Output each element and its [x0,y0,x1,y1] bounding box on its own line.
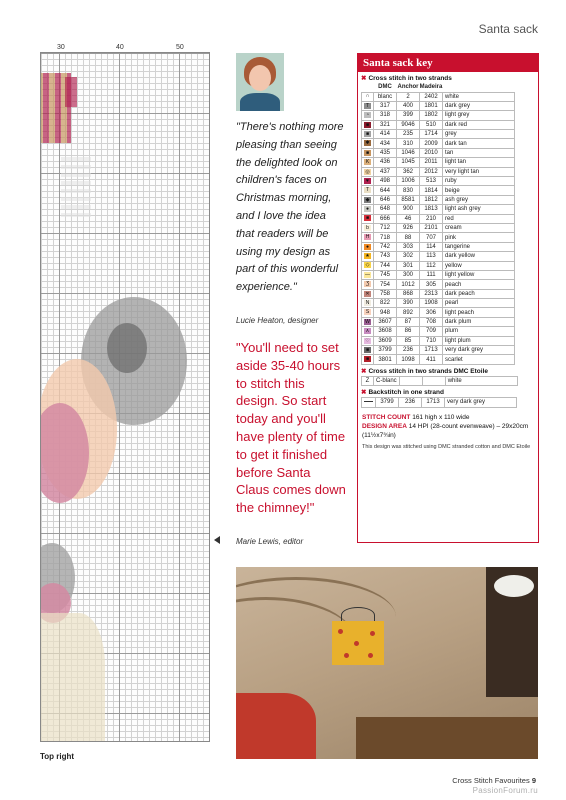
key-title: Santa sack key [358,54,538,72]
key-cell-dmc: 718 [374,233,397,242]
designer-quote: "There's nothing more pleasing than seeing the delighted look on children's faces on Christmas morning, and I love the idea that readers will be using my design as part of this wonderful experience." [236,121,344,294]
key-cell-madeira: 2101 [420,223,443,232]
designer-attribution: Lucie Heaton, designer [236,316,319,325]
key-cell-dmc: 318 [374,111,397,120]
key-cell-anchor: 1045 [397,158,420,167]
key-cell-madeira: 1714 [420,130,443,139]
key-cell-dmc: 644 [374,186,397,195]
key-cell-anchor: 9046 [397,120,420,129]
table-row [362,130,515,139]
key-cell-dmc: 648 [374,205,397,214]
key-cell-madeira: 113 [420,252,443,261]
thread-swatch-icon: ● [365,243,370,250]
key-note: This design was stitched using DMC stranded cotton and DMC Etoile [362,443,531,450]
key-cell-name: ash grey [443,195,515,204]
table-row [362,242,515,251]
key-cell-name: yellow [443,261,515,270]
table-row [362,195,515,204]
thread-swatch-icon: ■ [365,149,370,156]
key-cell-name: tan [443,148,515,157]
thread-swatch-icon: T [365,102,370,109]
thread-swatch-icon: H [365,234,370,241]
key-cell-anchor: 362 [397,167,420,176]
key-cell-dmc: 436 [374,158,397,167]
thread-swatch-icon: ◇ [365,262,370,269]
center-arrow-icon [214,536,220,544]
thread-swatch-icon: K [365,159,370,166]
key-cell-dmc: 743 [374,252,397,261]
table-row [362,327,515,336]
thread-swatch-icon: N [365,300,370,306]
table-row [362,101,515,110]
key-cell-anchor: 86 [397,327,420,336]
key-cell-anchor: 303 [397,242,420,251]
key-cell-anchor: 1098 [397,355,420,364]
thread-swatch-icon: ∩ [365,93,370,100]
thread-swatch-icon: ◎ [365,168,370,175]
key-cell-dmc: 3799 [374,346,397,355]
key-cell-dmc: 3801 [374,355,397,364]
key-cell-name: dark yellow [443,252,515,261]
key-cell-madeira: 2012 [420,167,443,176]
key-cell-dmc: 745 [374,270,397,279]
key-cell-name: tangerine [443,242,515,251]
key-cell-anchor: 1006 [397,177,420,186]
thread-key [357,53,539,543]
key-cell-madeira: 1801 [420,101,443,110]
key-table-etoile [361,376,518,386]
key-cell-anchor: 85 [397,336,420,345]
key-cell-dmc: 3608 [374,327,397,336]
key-cell-name: light tan [443,158,515,167]
key-cell-madeira: 1814 [420,186,443,195]
key-cell-name: pink [443,233,515,242]
key-cell-name: ruby [443,177,515,186]
key-cell-anchor: 2 [397,92,420,101]
thread-swatch-icon: ■ [365,346,370,353]
key-cell-dmc: 758 [374,289,397,298]
key-cell-anchor: 46 [397,214,420,223]
table-row [362,252,515,261]
key-cell-madeira: 210 [420,214,443,223]
key-header-madeira: Madeira [419,84,443,91]
table-row [362,120,515,129]
chart-column-number: 50 [176,44,184,51]
key-cell-name: peach [443,280,515,289]
key-cell-anchor: 236 [397,346,420,355]
key-cell-dmc: 498 [374,177,397,186]
chart-motif-gift [61,153,91,217]
thread-swatch-icon: b [364,225,371,231]
key-section-etoile: ✖ Cross stitch in two strands DMC Etoile [361,367,488,375]
key-cell-name: beige [443,186,515,195]
thread-swatch-icon: ■ [365,121,370,128]
key-cell-name: grey [443,130,515,139]
key-cell-madeira: 2011 [420,158,443,167]
key-cell-name: light plum [443,336,515,345]
key-cell-name: light yellow [443,270,515,279]
key-cell-madeira: 111 [420,270,443,279]
table-row [362,186,515,195]
table-row [362,214,515,223]
key-cell-madeira: 1812 [420,195,443,204]
key-cell-anchor: 926 [397,223,420,232]
key-cell-name: light grey [443,111,515,120]
key-cell-dmc: 321 [374,120,397,129]
key-cell-name: very light tan [443,167,515,176]
key-cell-anchor: 892 [397,308,420,317]
table-row [362,308,515,317]
thread-swatch-icon: ♥ [364,178,371,184]
key-cell-name: plum [443,327,515,336]
table-row [362,317,515,326]
table-row: Z C-blanc white [362,376,518,385]
key-cell-madeira: 707 [420,233,443,242]
thread-swatch-icon: ● [365,206,370,213]
key-cell-madeira: 1908 [420,299,443,308]
thread-swatch-icon: ★ [365,253,370,260]
key-cell-anchor: 399 [397,111,420,120]
key-cell-dmc: 754 [374,280,397,289]
key-cell-name: dark tan [443,139,515,148]
table-row [362,299,515,308]
thread-swatch-icon: — [365,271,370,278]
key-cell-anchor: 302 [397,252,420,261]
table-row: 3799 236 1713 very dark grey [362,398,517,407]
key-cell-madeira: 2402 [420,92,443,101]
key-cell-anchor: 1046 [397,148,420,157]
table-row [362,223,515,232]
key-section-backstitch: ✖ Backstitch in one strand [361,389,444,397]
table-row [362,158,515,167]
thread-swatch-icon: ✕ [365,290,370,297]
key-cell-dmc: 434 [374,139,397,148]
key-cell-anchor: 310 [397,139,420,148]
table-row [362,148,515,157]
key-cell-anchor: 300 [397,270,420,279]
thread-swatch-icon: ■ [365,356,370,363]
key-cell-anchor: 235 [397,130,420,139]
key-cell-anchor: 1012 [397,280,420,289]
key-cell-anchor: 390 [397,299,420,308]
key-cell-anchor: 400 [397,101,420,110]
key-cell-madeira: 2009 [420,139,443,148]
table-row [362,167,515,176]
key-header-anchor: Anchor [397,84,419,91]
key-cell-name: light ash grey [443,205,515,214]
table-row [362,270,515,279]
thread-swatch-icon: Ʒ [365,281,370,288]
key-cell-dmc: 317 [374,101,397,110]
watermark: PassionForum.ru [472,786,538,795]
key-cell-madeira: 1713 [420,346,443,355]
thread-swatch-icon: W [365,318,370,325]
key-cell-madeira: 306 [420,308,443,317]
key-cell-name: red [443,214,515,223]
key-cell-dmc: 646 [374,195,397,204]
key-cell-madeira: 112 [420,261,443,270]
thread-swatch-icon: ◆ [365,196,370,203]
key-cell-madeira: 1802 [420,111,443,120]
stitch-info: STITCH COUNT 161 high x 110 wide DESIGN AREA 14 HPI (28-count evenweave) – 29x20cm (11½x7¾in) [362,413,529,439]
key-cell-anchor: 8581 [397,195,420,204]
thread-swatch-icon: ■ [365,130,370,137]
editor-attribution: Marie Lewis, editor [236,537,304,546]
key-cell-madeira: 510 [420,120,443,129]
thread-swatch-icon: ■ [365,215,370,222]
key-cell-madeira: 1813 [420,205,443,214]
table-row [362,177,515,186]
key-cell-madeira: 2313 [420,289,443,298]
chart-motif-ruby [65,77,77,107]
editor-quote: "You'll need to set aside 35-40 hours to stitch this design. So start today and you'll have plenty of time to get it finished before Santa Claus comes down the chimney!" [236,340,346,516]
key-cell-dmc: 742 [374,242,397,251]
key-cell-name: white [443,92,515,101]
key-cell-dmc: 666 [374,214,397,223]
key-cell-dmc: 3607 [374,317,397,326]
key-cell-madeira: 709 [420,327,443,336]
key-table-backstitch [361,397,517,407]
table-row [362,111,515,120]
table-row [362,346,515,355]
table-row [362,355,515,364]
section-title: Santa sack [478,22,538,36]
table-row [362,261,515,270]
chart-caption: Top right [40,752,75,761]
key-cell-madeira: 513 [420,177,443,186]
backstitch-line-icon [364,401,373,402]
key-cell-name: cream [443,223,515,232]
thread-swatch-icon: T [365,187,370,194]
table-row [362,336,515,345]
key-cell-anchor: 868 [397,289,420,298]
key-cell-name: light peach [443,308,515,317]
table-row [362,92,515,101]
thread-swatch-icon: S [365,309,370,316]
key-cell-dmc: 414 [374,130,397,139]
photo-red-fabric [236,693,316,759]
table-row [362,280,515,289]
designer-portrait [236,53,284,111]
key-cell-dmc: blanc [374,92,397,101]
key-cell-anchor: 88 [397,233,420,242]
chart-column-number: 40 [116,44,124,51]
key-cell-dmc: 437 [374,167,397,176]
key-cell-madeira: 2010 [420,148,443,157]
key-cell-dmc: 822 [374,299,397,308]
key-cell-madeira: 305 [420,280,443,289]
key-section-cross: ✖ Cross stitch in two strands [361,75,452,82]
key-table [361,83,515,365]
key-cell-name: dark red [443,120,515,129]
thread-swatch-icon: ∧ [365,328,370,335]
key-cell-name: scarlet [443,355,515,364]
key-cell-dmc: 3609 [374,336,397,345]
chart-column-number: 30 [57,44,65,51]
photo-white-detail [494,575,534,597]
thread-swatch-icon: ✱ [365,140,370,147]
key-cell-madeira: 114 [420,242,443,251]
table-row [362,233,515,242]
photo-wood [356,717,538,759]
photo-gift [332,621,384,665]
key-cell-dmc: 712 [374,223,397,232]
table-row [362,139,515,148]
thread-swatch-icon: ◔ [365,112,370,119]
key-cell-name: very dark grey [443,346,515,355]
key-header-dmc: DMC [378,84,392,91]
finished-sack-photo [236,567,538,759]
table-row [362,205,515,214]
key-cell-anchor: 87 [397,317,420,326]
table-row [362,289,515,298]
key-cell-name: dark plum [443,317,515,326]
key-cell-anchor: 301 [397,261,420,270]
key-cell-name: pearl [443,299,515,308]
key-cell-dmc: 435 [374,148,397,157]
key-cell-anchor: 830 [397,186,420,195]
thread-swatch-icon: ♡ [365,337,370,344]
key-cell-anchor: 900 [397,205,420,214]
key-cell-name: dark peach [443,289,515,298]
chart-motif-cream-lower [41,613,105,742]
key-cell-dmc: 948 [374,308,397,317]
key-cell-madeira: 411 [420,355,443,364]
key-cell-dmc: 744 [374,261,397,270]
page-footer: Cross Stitch Favourites 9 [452,776,536,785]
key-cell-madeira: 710 [420,336,443,345]
key-cell-name: dark grey [443,101,515,110]
cross-stitch-chart [40,52,210,742]
chart-motif-dark-grey [107,323,147,373]
key-cell-madeira: 708 [420,317,443,326]
